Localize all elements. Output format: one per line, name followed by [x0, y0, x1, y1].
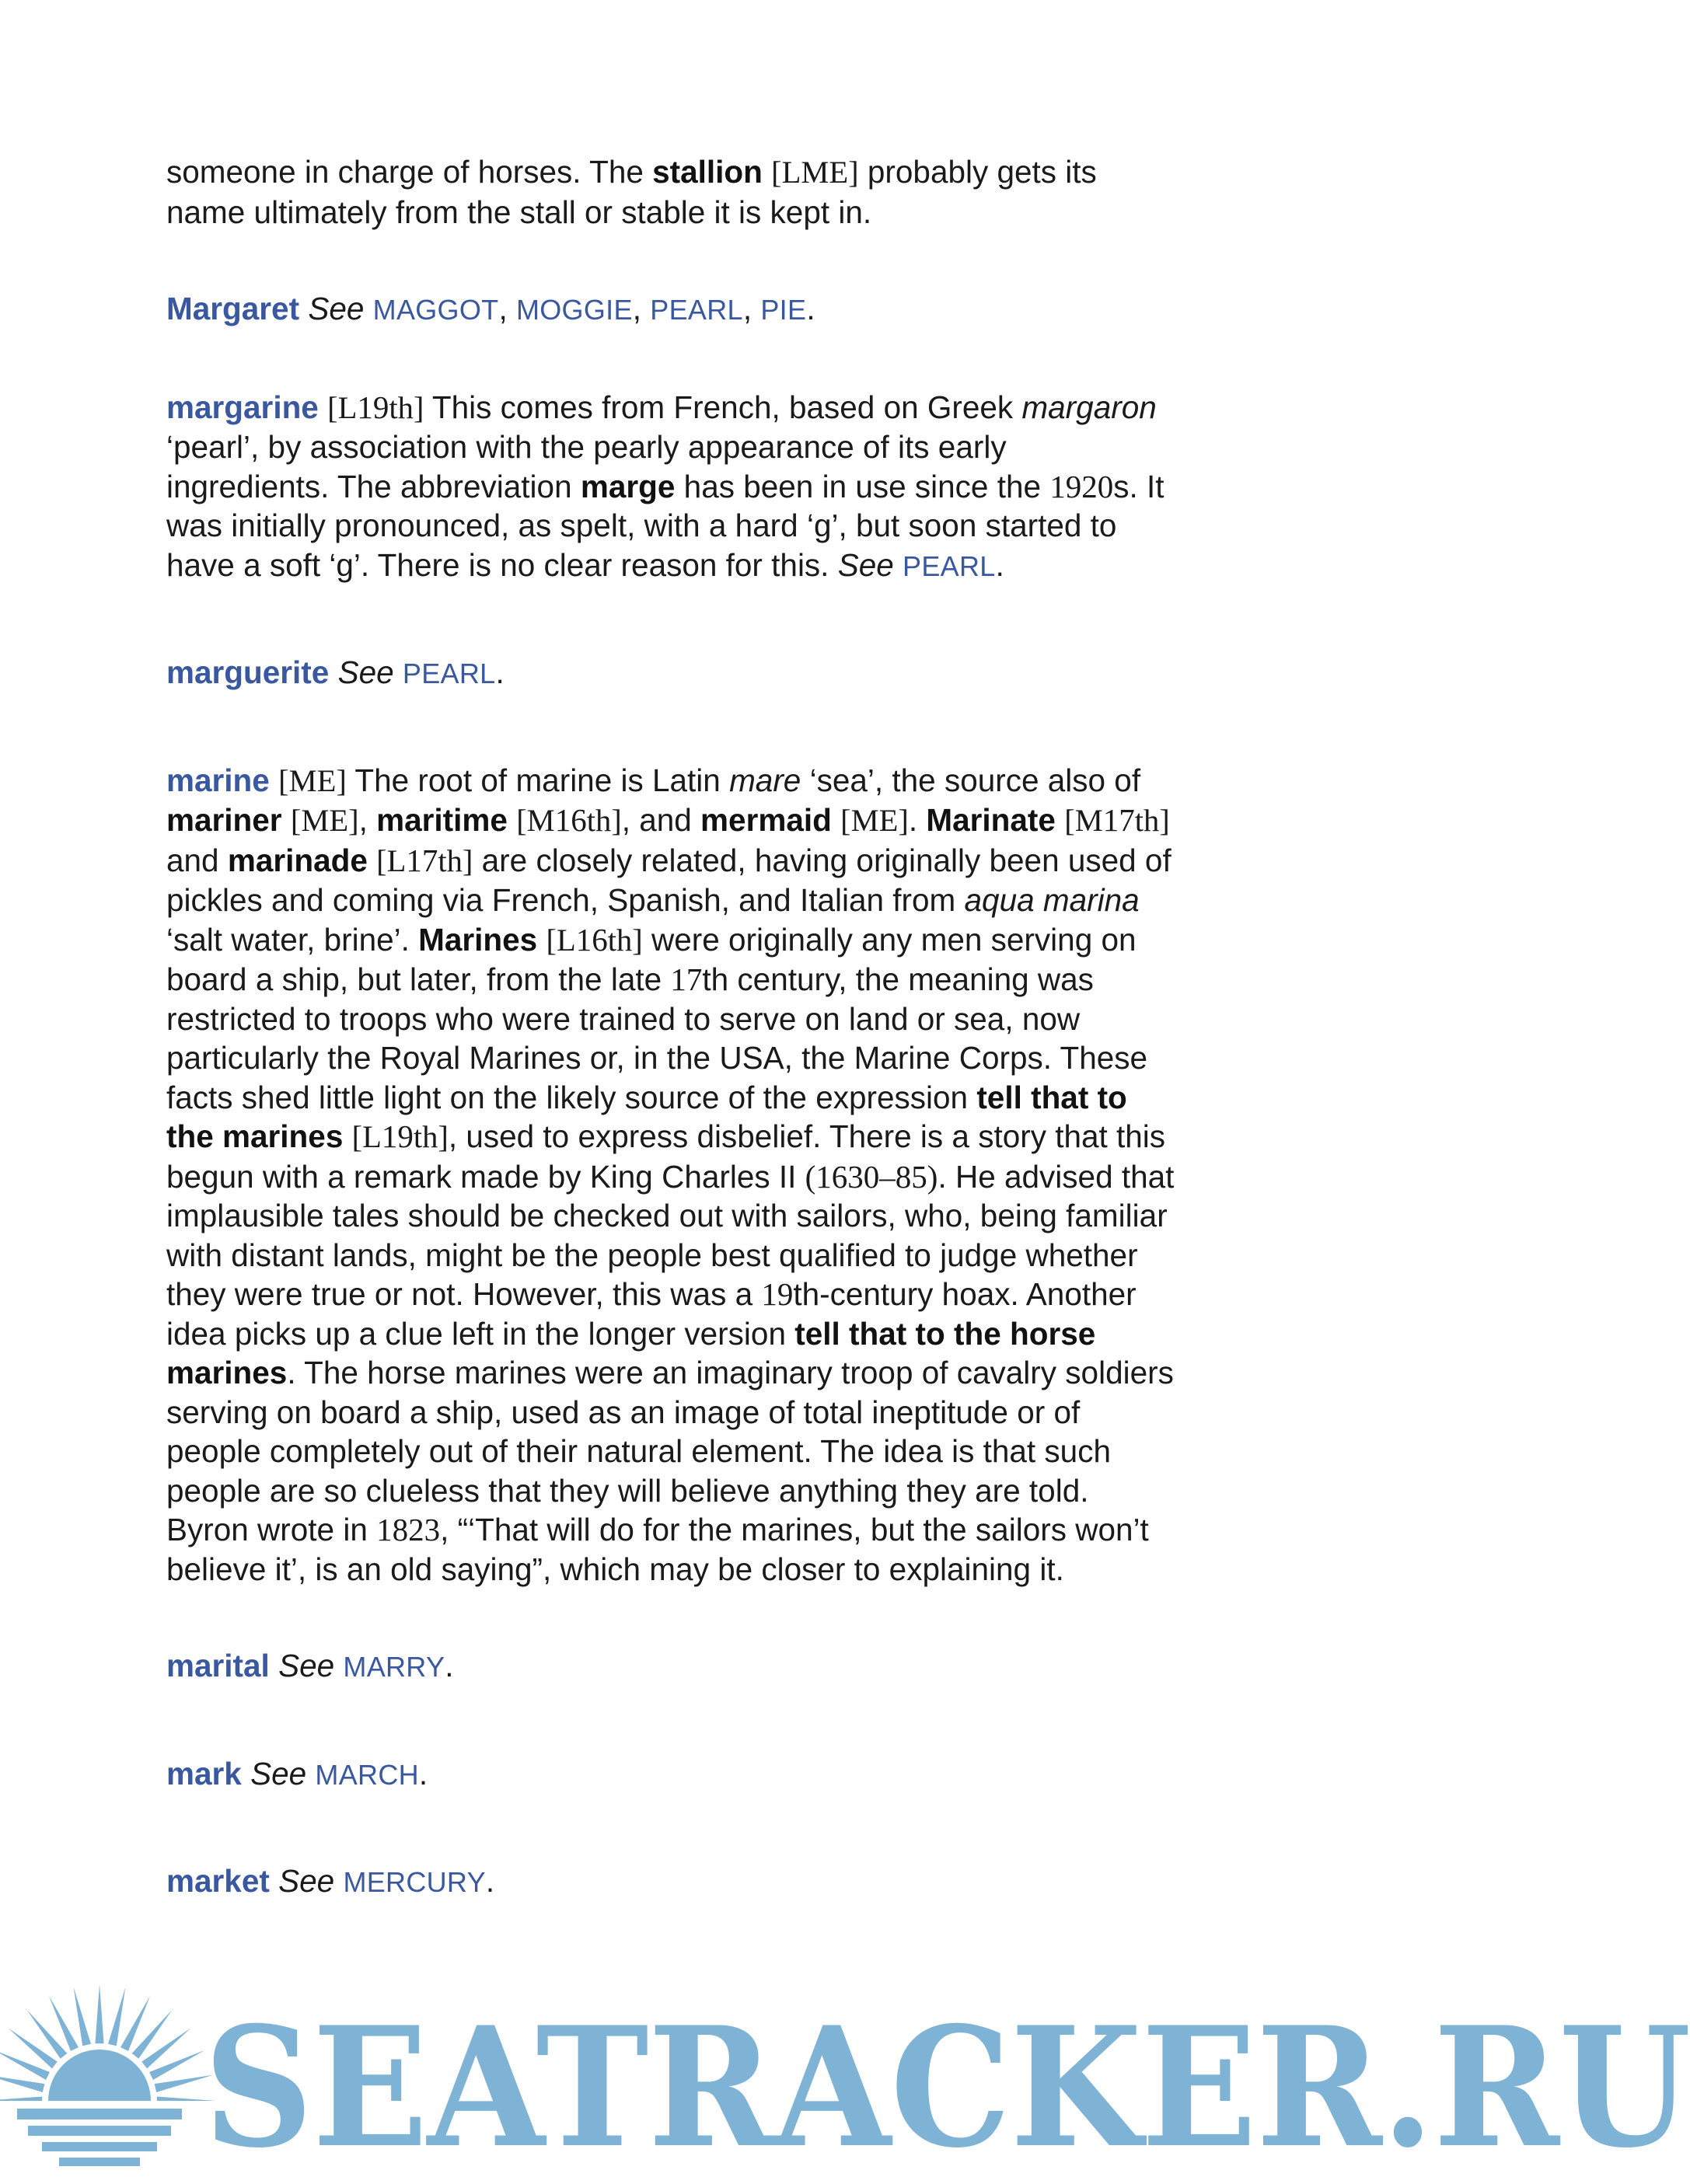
xref-link[interactable]: PEARL: [903, 549, 996, 582]
headword: market: [166, 1863, 270, 1899]
number: 19: [357, 389, 389, 425]
sun-ray: [74, 1987, 91, 2046]
number: (1630–85): [805, 1158, 938, 1195]
entry-text: are closely related, having originally been used of pickles and coming via French, Spanish, and Italian from: [166, 842, 1171, 918]
date-bracket: [M: [1064, 803, 1103, 838]
see-label: See: [337, 654, 394, 690]
period: .: [495, 654, 505, 690]
xref-link[interactable]: PEARL: [402, 658, 496, 689]
sun-ray: [95, 1984, 103, 2043]
watermark-text: SEATRACKER.RU: [204, 1990, 1690, 2184]
headword: margarine: [166, 389, 319, 425]
foreign-word: aqua marina: [964, 882, 1140, 918]
entry-market: [166, 1861, 1177, 1903]
date-bracket: th]: [1134, 803, 1170, 838]
entry-text: . He advised that implausible tales should be checked out with sailors, who, being familiar with distant lands, might be the people best qualified to judge whether they were true or not. However, this was a: [166, 1158, 1175, 1312]
entry-marguerite: [166, 653, 1177, 694]
number: 16: [554, 802, 587, 838]
period: .: [445, 1648, 454, 1683]
entry-text: . The horse marines were an imaginary troop of cavalry soldiers serving on board a ship, used as an image of total ineptitude or of people completely out of their natural element. The idea is that such people are so clueless that they will believe anything they are told. Byron wrote in: [166, 1355, 1174, 1547]
number: 17: [406, 842, 438, 878]
headword: marital: [166, 1648, 270, 1683]
xref-link[interactable]: MOGGIE: [515, 294, 633, 326]
entry-text: This comes from French, based on Greek: [424, 389, 1022, 425]
entry-text: ,: [358, 802, 377, 838]
spacer: [166, 586, 1177, 653]
separator: ,: [498, 291, 516, 326]
period: .: [806, 291, 815, 326]
entry-text: ‘salt water, brine’.: [166, 921, 419, 958]
date-bracket: [L: [327, 389, 358, 425]
entry-text: ‘pearl’, by association with the pearly appearance of its early ingredients. The abbreviation: [166, 429, 1007, 504]
number: 19: [381, 1118, 414, 1154]
date-bracket: [ME]: [278, 762, 347, 798]
entry-text: , and: [621, 802, 701, 838]
entry-text: s. It was initially pronounced, as spelt, with a hard ‘g’, but soon started to have a soft ‘g’. There is no clear reason for this.: [166, 468, 1164, 583]
period: .: [995, 546, 1004, 583]
entry-text: th-century hoax. Another idea picks up a clue left in the longer version: [166, 1276, 1137, 1352]
see-label: See: [837, 546, 894, 583]
spacer: [166, 694, 1177, 761]
term: tell that to the marines: [166, 1079, 1127, 1154]
sun-ray: [108, 1987, 125, 2046]
term: marinade: [227, 842, 368, 878]
headword: Margaret: [166, 291, 300, 326]
number: 17: [1102, 802, 1135, 838]
entry-text: , used to express disbelief. There is a story that this begun with a remark made by King Charles II: [166, 1118, 1166, 1195]
spacer: [166, 1589, 1177, 1646]
see-label: See: [308, 291, 365, 326]
headword: marine: [166, 762, 270, 798]
term: maritime: [376, 802, 508, 838]
entry-marine: [166, 761, 1177, 1589]
dictionary-page: [166, 152, 1177, 1903]
term: marge: [580, 468, 676, 504]
sun-ray: [9, 2133, 58, 2174]
sun-ray: [141, 2133, 190, 2174]
entry-marital: [166, 1646, 1177, 1687]
term: mariner: [166, 802, 282, 838]
headword: mark: [166, 1755, 242, 1792]
date-bracket: [ME]: [840, 803, 909, 838]
date-bracket: [L: [351, 1119, 382, 1154]
number: 19: [761, 1276, 794, 1312]
sun-ray: [0, 2096, 42, 2105]
term: mermaid: [700, 802, 832, 838]
period: .: [485, 1863, 495, 1899]
spacer: [166, 1795, 1177, 1861]
entry-stallion-continued: [166, 152, 1177, 232]
spacer: [166, 232, 1177, 289]
entry-text: probably gets its name ultimately from the stall or stable it is kept in.: [166, 154, 1097, 230]
date-bracket: [L: [546, 922, 576, 958]
entry-text: th century, the meaning was restricted to troops who were trained to serve on land or sea, now particularly the Royal Marines or, in the USA, the Marine Corps. These facts shed little light on the likely source of the expression: [166, 961, 1148, 1115]
term-stallion: stallion: [652, 154, 763, 190]
see-label: See: [250, 1755, 307, 1792]
date-bracket: [M: [516, 803, 555, 838]
number: 1920: [1049, 468, 1114, 504]
xref-link[interactable]: PIE: [760, 294, 807, 326]
entry-text: someone in charge of horses. The: [166, 154, 653, 190]
xref-link[interactable]: MARRY: [343, 1651, 445, 1683]
see-label: See: [278, 1648, 335, 1683]
term: Marines: [418, 921, 538, 958]
number: 1823: [376, 1512, 441, 1547]
entry-text: ‘sea’, the source also of: [801, 762, 1141, 798]
date-bracket: th]: [389, 389, 424, 425]
term: tell that to the horse marines: [166, 1315, 1096, 1390]
entry-text: were originally any men serving on board a ship, but later, from the late: [166, 921, 1137, 997]
date-bracket: th]: [438, 843, 473, 878]
entry-text: , “‘That will do for the marines, but the sailors won’t believe it’, is an old saying”, which may be closer to explaining it.: [166, 1512, 1149, 1587]
date-bracket: th]: [586, 803, 622, 838]
xref-link[interactable]: MARCH: [315, 1758, 419, 1791]
term: Marinate: [926, 802, 1056, 838]
see-label: See: [278, 1863, 335, 1899]
foreign-word: mare: [729, 762, 801, 798]
sun-disc: [48, 2050, 151, 2152]
entry-margaret: [166, 289, 1177, 330]
foreign-word: margaron: [1021, 389, 1157, 425]
separator: ,: [742, 291, 761, 326]
date-bracket: th]: [607, 922, 643, 958]
date-bracket: [L: [376, 843, 407, 878]
xref-link[interactable]: MAGGOT: [372, 294, 499, 326]
date-bracket: [LME]: [771, 155, 859, 190]
number: 16: [575, 921, 608, 958]
period: .: [418, 1755, 428, 1792]
date-bracket: [ME]: [290, 803, 359, 838]
sun-reflection-bars: [17, 2109, 182, 2166]
spacer: [166, 330, 1177, 388]
sun-ray: [120, 2151, 150, 2184]
xref-link[interactable]: MERCURY: [343, 1866, 486, 1898]
sun-ray: [0, 2075, 44, 2092]
sun-ray: [49, 2151, 79, 2184]
date-bracket: th]: [413, 1119, 449, 1154]
separator: ,: [632, 291, 651, 326]
space: [763, 154, 771, 190]
entry-text: .: [908, 802, 927, 838]
entry-text: has been in use since the: [675, 468, 1050, 504]
spacer: [166, 1687, 1177, 1754]
entry-margarine: [166, 388, 1177, 587]
entry-text: and: [166, 842, 228, 878]
number: 17: [670, 961, 703, 997]
xref-link[interactable]: PEARL: [650, 294, 743, 326]
entry-mark: [166, 1754, 1177, 1795]
entry-text: The root of marine is Latin: [346, 762, 730, 798]
headword: marguerite: [166, 654, 330, 690]
